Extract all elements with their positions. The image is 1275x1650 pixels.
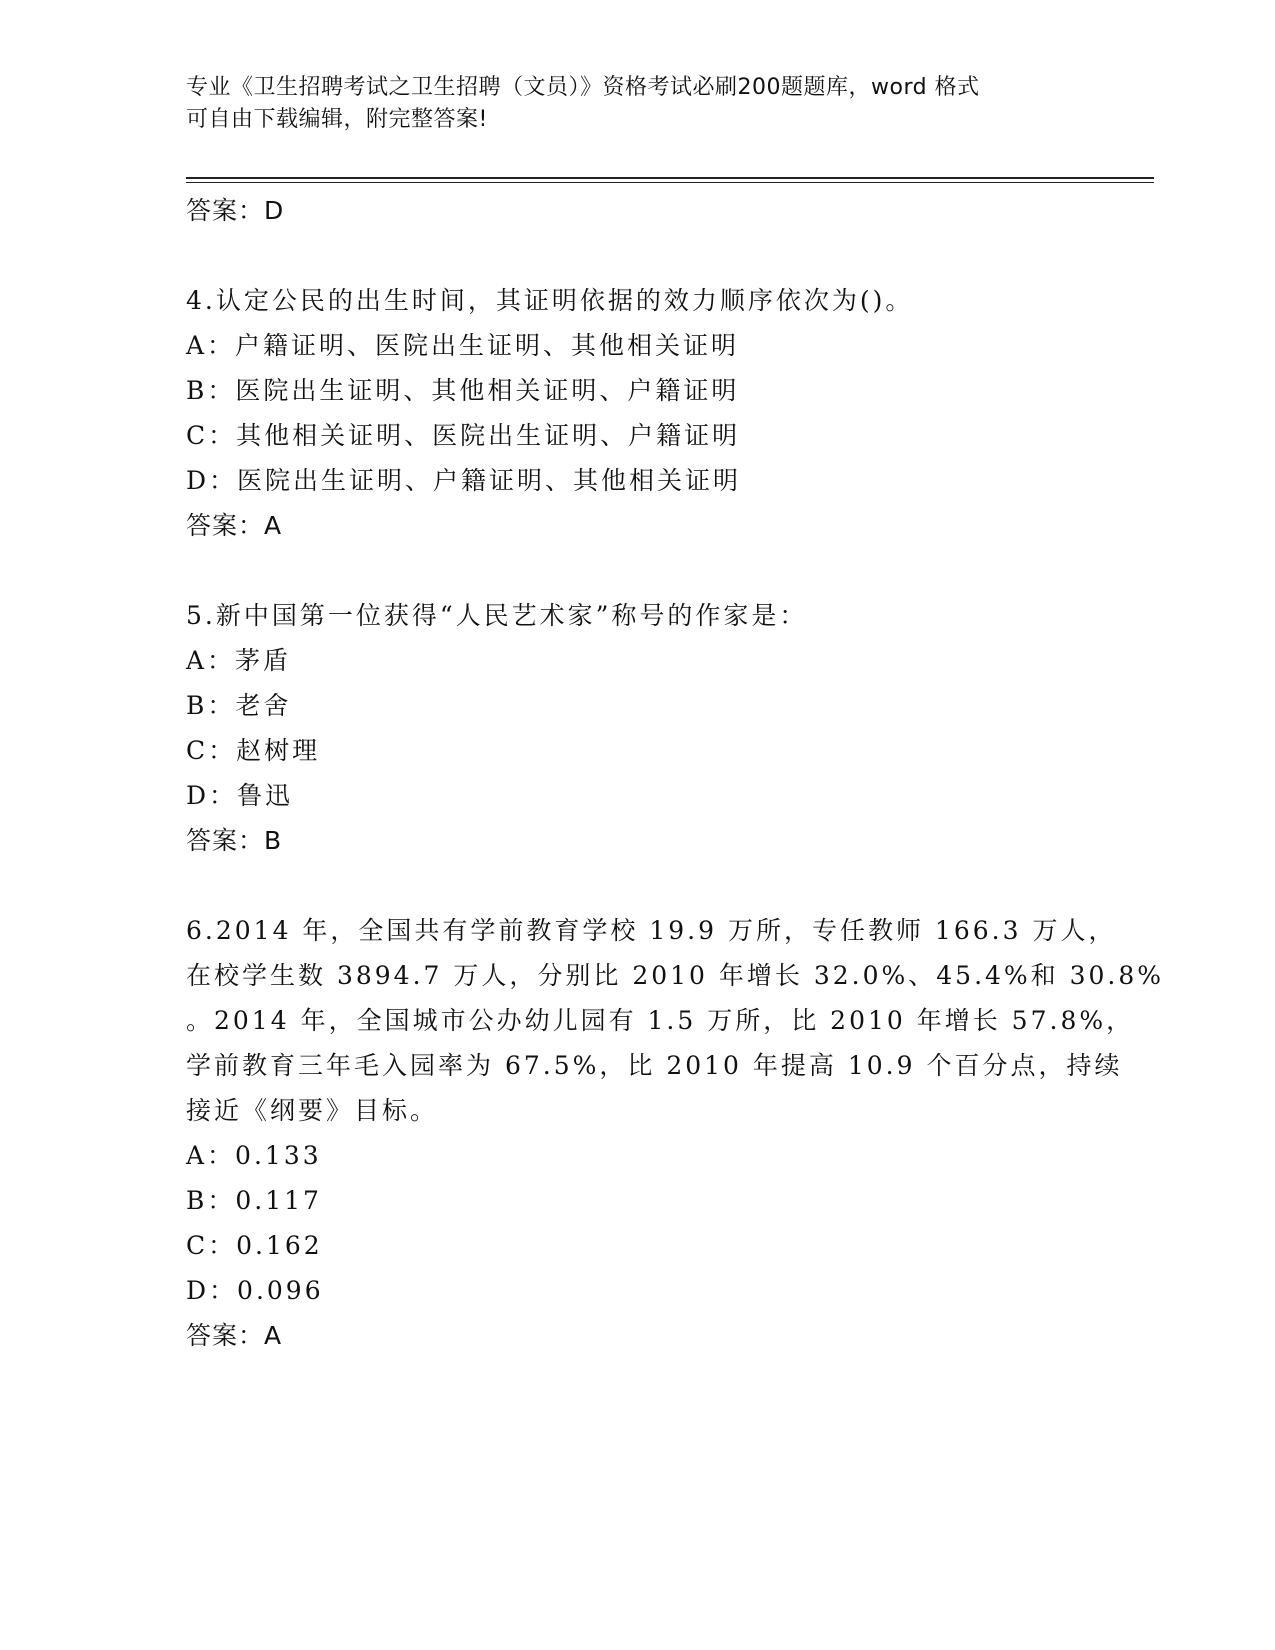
question-text: 5.新中国第一位获得“人民艺术家”称号的作家是： [186, 601, 808, 630]
page-header [186, 72, 1086, 136]
option-b: B：老舍 [186, 691, 292, 720]
header-divider-thick [186, 177, 1154, 179]
option-d: D：0.096 [186, 1276, 324, 1305]
question-text: 。2014 年，全国城市公办幼儿园有 1.5 万所，比 2010 年增长 57.8%， [186, 1006, 1135, 1035]
option-a: A：0.133 [186, 1141, 322, 1170]
spacer [186, 548, 1086, 593]
question-block [186, 278, 1086, 548]
option-d: D：鲁迅 [186, 781, 294, 810]
question-text: 6.2014 年，全国共有学前教育学校 19.9 万所，专任教师 166.3 万人， [186, 916, 1117, 945]
spacer [186, 233, 1086, 278]
answer-line: 答案：A [186, 511, 283, 540]
question-text: 4.认定公民的出生时间，其证明依据的效力顺序依次为()。 [186, 286, 914, 315]
header-divider-thin [186, 182, 1154, 183]
option-c: C：其他相关证明、医院出生证明、户籍证明 [186, 421, 741, 450]
option-c: C：0.162 [186, 1231, 323, 1260]
spacer [186, 863, 1086, 908]
question-list [186, 188, 1165, 1358]
option-a: A：茅盾 [186, 646, 292, 675]
answer-line: 答案：B [186, 826, 283, 855]
option-c: C：赵树理 [186, 736, 321, 765]
answer-line: 答案：A [186, 1321, 283, 1350]
question-block [186, 908, 1165, 1358]
option-a: A：户籍证明、医院出生证明、其他相关证明 [186, 331, 740, 360]
question-text: 接近《纲要》目标。 [186, 1096, 439, 1125]
header-line-2: 可自由下载编辑，附完整答案! [186, 107, 488, 132]
question-block [186, 593, 1086, 863]
option-b: B：0.117 [186, 1186, 322, 1215]
question-text: 学前教育三年毛入园率为 67.5%，比 2010 年提高 10.9 个百分点，持续 [186, 1051, 1123, 1080]
header-line-1: 专业《卫生招聘考试之卫生招聘（文员）》资格考试必刷200题题库，word 格式 [186, 75, 980, 100]
option-b: B：医院出生证明、其他相关证明、户籍证明 [186, 376, 740, 405]
question-text: 在校学生数 3894.7 万人，分别比 2010 年增长 32.0%、45.4%和 30.8% [186, 961, 1165, 990]
answer-line: 答案：D [186, 196, 285, 225]
option-d: D：医院出生证明、户籍证明、其他相关证明 [186, 466, 742, 495]
